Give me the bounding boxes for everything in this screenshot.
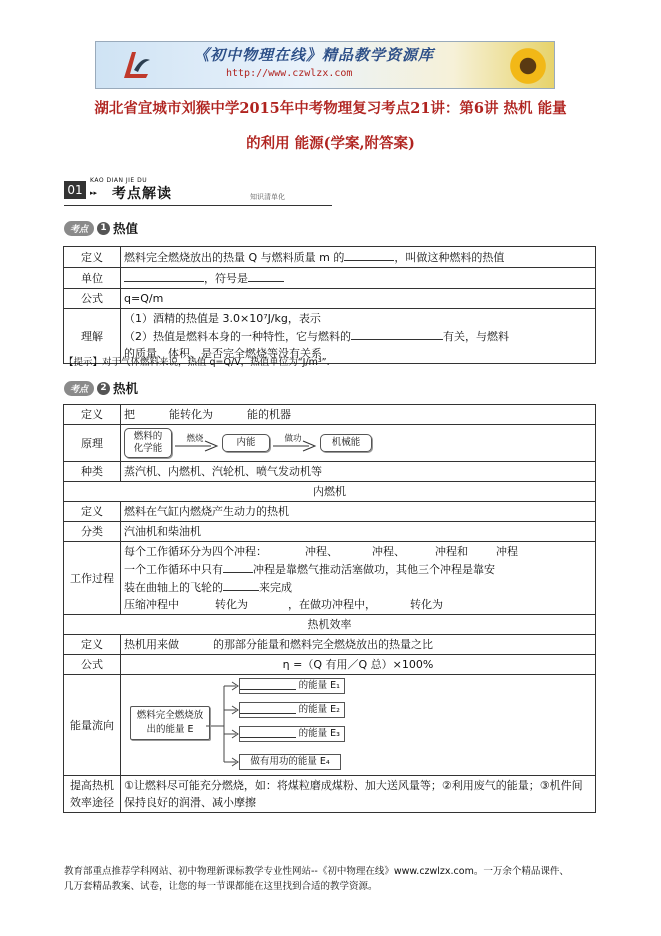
row-label: 单位 [64,268,121,289]
energy-item-useful: 做有用功的能量 E₄ [239,754,341,770]
banner-title: 《初中物理在线》精品教学资源库 [194,46,435,64]
row-content [121,675,596,776]
energy-item: 的能量 E₃ [239,726,345,742]
banner-url[interactable]: http://www.czwlzx.com [226,68,353,79]
arrow-right-icon [273,440,317,452]
arrow-right-icon [175,440,219,452]
site-logo-icon [118,48,152,82]
table-row [64,247,596,268]
table-row [64,502,596,522]
point-badge: 考点 [64,381,94,396]
footer-line: 几万套精品教案、试卷，让您的每一节课都能在这里找到合适的教学资源。 [64,881,378,892]
row-label: 定义 [64,502,121,522]
point-number: 1 [97,222,110,235]
footer-line: 教育部重点推荐学科网站、初中物理新课标教学专业性网站--《初中物理在线》www.czwlzx.com。一万余个精品课件、 [64,866,569,877]
section-header [64,177,332,206]
row-content [121,425,596,462]
flow-box-internal: 内能 [222,434,270,452]
row-content: （1）酒精的热值是 3.0×10⁷J/kg，表示 （2）热值是燃料本身的一种特性，它与燃料的 有关，与燃料 的质量、体积、是否完全燃烧等没有关系 [121,309,596,364]
row-content: 蒸汽机、内燃机、汽轮机、喷气发动机等 [121,462,596,482]
energy-item: 的能量 E₂ [239,702,345,718]
flow-arrow: 燃烧 [175,434,219,452]
row-label: 定义 [64,247,121,268]
table-row [64,289,596,309]
table-row [64,655,596,675]
table-row [64,268,596,289]
row-label: 公式 [64,289,121,309]
energy-conversion-flow [124,426,592,460]
page-title-line2: 的利用 能源(学案,附答案) [246,135,415,152]
double-arrow-icon: ▸▸ [90,189,98,197]
table-row [64,776,596,813]
row-content: q=Q/m [121,289,596,309]
row-label: 工作过程 [64,542,121,615]
heat-value-table [63,246,596,364]
point-number: 2 [97,382,110,395]
energy-flow-diagram [124,676,592,774]
row-content: 燃料在气缸内燃烧产生动力的热机 [121,502,596,522]
row-content: ，符号是 [121,268,596,289]
flow-box-chemical: 燃料的化学能 [124,428,172,458]
energy-item: 的能量 E₁ [239,678,345,694]
row-content: 热机用来做 的那部分能量和燃料完全燃烧放出的热量之比 [121,635,596,655]
table-row [64,425,596,462]
flow-arrow: 做功 [273,434,317,452]
section-title: 考点解读 [112,186,172,202]
table-row [64,635,596,655]
row-label: 分类 [64,522,121,542]
table-row [64,542,596,615]
point-badge: 考点 [64,221,94,236]
row-label: 提高热机效率途径 [64,776,121,813]
row-label: 理解 [64,309,121,364]
row-label: 定义 [64,635,121,655]
row-label: 公式 [64,655,121,675]
row-content: 把 能转化为 能的机器 [121,405,596,425]
page-title-line1: 湖北省宜城市刘猴中学2015年中考物理复习考点21讲：第6讲 热机 能量 [94,100,567,117]
energy-source-box: 燃料完全燃烧放出的能量 E [130,706,210,740]
sunflower-icon [508,46,548,86]
row-content: ①让燃料尽可能充分燃烧，如：将煤粒磨成煤粉、加大送风量等；②利用废气的能量；③机件间保持良好的润滑、减小摩擦 [121,776,596,813]
point-title: 热值 [113,221,139,236]
row-content: η =（Q 有用／Q 总）×100% [121,655,596,675]
point1-heading [64,220,138,236]
row-label: 原理 [64,425,121,462]
subheader-ice: 内燃机 [64,482,596,502]
row-content: 汽油机和柴油机 [121,522,596,542]
site-banner [95,41,555,89]
section-number: 01 [64,181,86,199]
table-row [64,615,596,635]
row-label: 定义 [64,405,121,425]
row-content: 每个工作循环分为四个冲程： 冲程、 冲程、 冲程和 冲程 一个工作循环中只有 冲程是靠燃气推动活塞做功，其他三个冲程是靠安 装在曲轴上的飞轮的 来完成 压缩冲程中 转化为 ，在做功冲程中， 转化为 [121,542,596,615]
subheader-efficiency: 热机效率 [64,615,596,635]
heat-engine-table [63,404,596,813]
table-row [64,675,596,776]
table-row [64,462,596,482]
point-title: 热机 [113,381,139,396]
page-footer [64,864,644,894]
table-row [64,522,596,542]
section-subtitle: 知识清单化 [250,193,285,201]
table-row [64,482,596,502]
row-label: 种类 [64,462,121,482]
section-pinyin: KAO DIAN JIE DU [90,177,148,184]
tip-note: 【提示】对于气体燃料来说，热值 q=Q/V，热值单位为“J/m³”. [64,357,330,368]
point2-heading [64,380,138,396]
row-content: 燃料完全燃烧放出的热量 Q 与燃料质量 m 的 ，叫做这种燃料的热值 [121,247,596,268]
row-label: 能量流向 [64,675,121,776]
flow-box-mechanical: 机械能 [320,434,372,452]
table-row [64,405,596,425]
